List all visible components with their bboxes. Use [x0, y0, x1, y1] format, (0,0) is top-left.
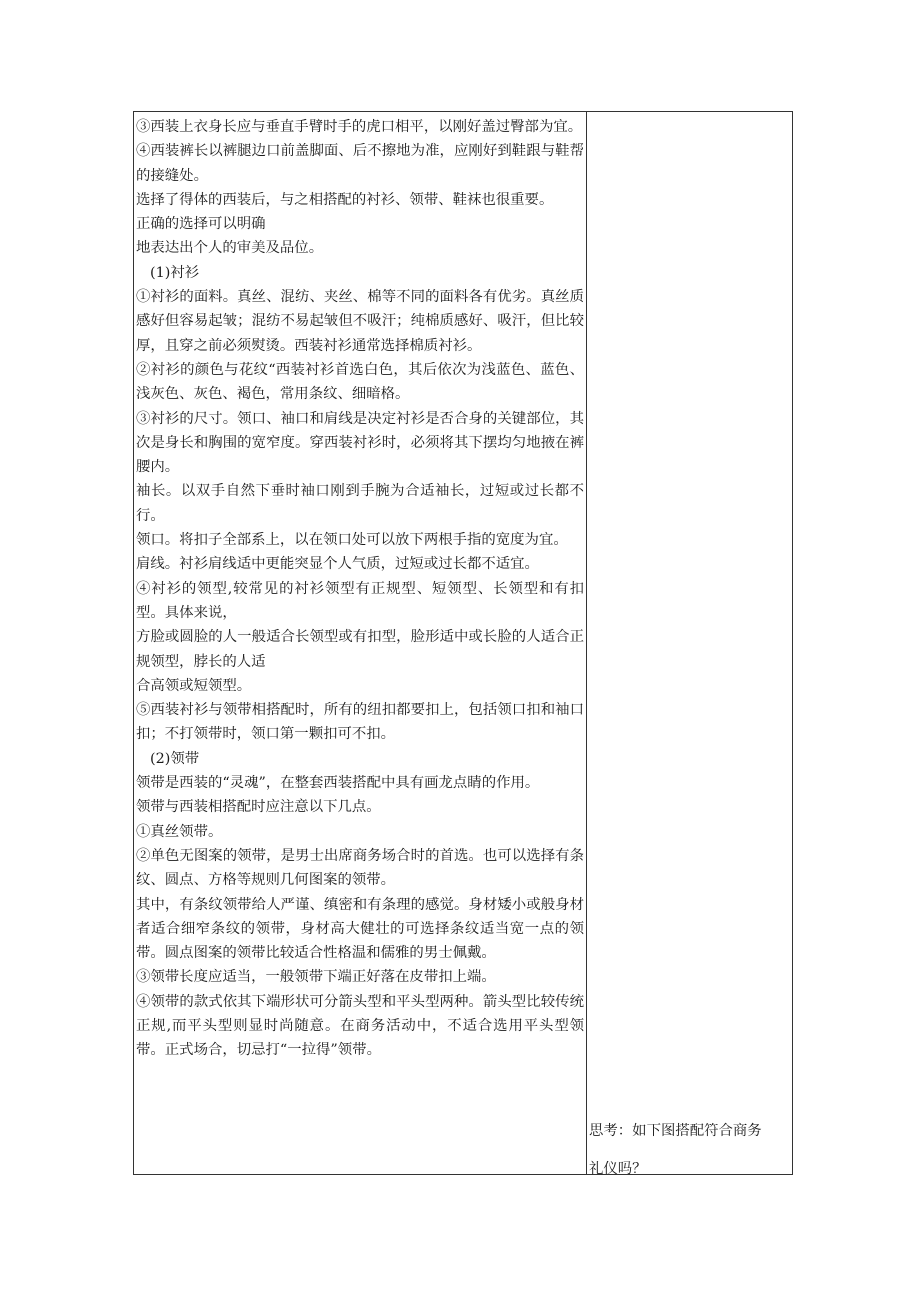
paragraph: ①真丝领带。: [136, 823, 223, 840]
paragraph: 地表达出个人的审美及品位。: [136, 240, 324, 257]
think-question-line-1: 思考：如下图搭配符合商务: [589, 1123, 762, 1139]
paragraph: ②单色无图案的领带，是男士出席商务场合时的首选。也可以选择有条纹、圆点、方格等规则几何图案的领带。: [136, 847, 584, 889]
paragraph: 领带是西装的“灵魂”，在整套西装搭配中具有画龙点睛的作用。: [136, 775, 540, 792]
paragraph: 领带与西装相搭配时应注意以下几点。: [136, 799, 381, 816]
paragraph: ④领带的款式依其下端形状可分箭头型和平头型两种。箭头型比较传统正规,而平头型则显时尚随意。在商务活动中，不适合选用平头型领带。正式场合，切忌打“一拉得”领带。: [136, 993, 584, 1059]
paragraph: ④衬衫的领型,较常见的衬衫领型有正规型、短领型、长领型和有扣型。具体来说，: [136, 580, 584, 621]
paragraph: ②衬衫的颜色与花纹“西装衬衫首选白色，其后依次为浅蓝色、蓝色、浅灰色、灰色、褐色，常用条纹、细暗格。: [136, 361, 584, 403]
paragraph: ③领带长度应适当，一般领带下端正好落在皮带扣上端。: [136, 969, 496, 986]
lesson-table: [133, 111, 793, 1175]
content-column: [134, 112, 587, 1174]
paragraph: ⑤西装衬衫与领带相搭配时，所有的纽扣都要扣上，包括领口扣和袖口扣；不打领带时，领口第一颗扣可不扣。: [136, 702, 584, 743]
paragraph: 选择了得体的西装后，与之相搭配的衬衫、领带、鞋袜也很重要。: [136, 191, 554, 208]
paragraph: ③衬衫的尺寸。领口、袖口和肩线是决定衬衫是否合身的关键部位，其次是身长和胸围的宽窄度。穿西装衬衫时，必须将其下摆均匀地掖在裤腰内。: [136, 410, 584, 476]
paragraph: 合高领或短领型。: [136, 677, 252, 694]
paragraph: ③西装上衣身长应与垂直手臂时手的虎口相平，以刚好盖过臀部为宜。: [136, 119, 583, 135]
paragraph: (2)领带: [150, 750, 200, 767]
paragraph: 其中，有条纹领带给人严谨、缜密和有条理的感觉。身材矮小或般身材者适合细窄条纹的领带，身材高大健壮的可选择条纹适当宽一点的领带。圆点图案的领带比较适合性格温和儒雅的男士佩戴。: [136, 896, 584, 962]
think-question-line-2: 礼仪吗？: [589, 1161, 647, 1177]
paragraph: 方脸或圆脸的人一般适合长领型或有扣型，脸形适中或长脸的人适合正规领型，脖长的人适: [136, 629, 584, 670]
paragraph: 肩线。衬衫肩线适中更能突显个人气质，过短或过长都不适宜。: [136, 556, 539, 573]
think-question: [589, 1112, 785, 1188]
paragraph: 袖长。以双手自然下垂时袖口刚到手腕为合适袖长，过短或过长都不行。: [136, 483, 584, 524]
notes-column: [587, 112, 792, 1177]
paragraph: 领口。将扣子全部系上，以在领口处可以放下两根手指的宽度为宜。: [136, 532, 568, 549]
paragraph: ④西装裤长以裤腿边口前盖脚面、后不擦地为准，应刚好到鞋跟与鞋帮的接缝处。: [136, 143, 584, 184]
paragraph: ①衬衫的面料。真丝、混纺、夹丝、棉等不同的面料各有优劣。真丝质感好但容易起皱；混纺不易起皱但不吸汗；纯棉质感好、吸汗，但比较厚，且穿之前必须熨烫。西装衬衫通常选择棉质衬衫。: [136, 289, 584, 354]
paragraph: 正确的选择可以明确: [136, 216, 266, 233]
paragraph: (1)衬衫: [150, 264, 200, 281]
body-text: [134, 112, 586, 1063]
